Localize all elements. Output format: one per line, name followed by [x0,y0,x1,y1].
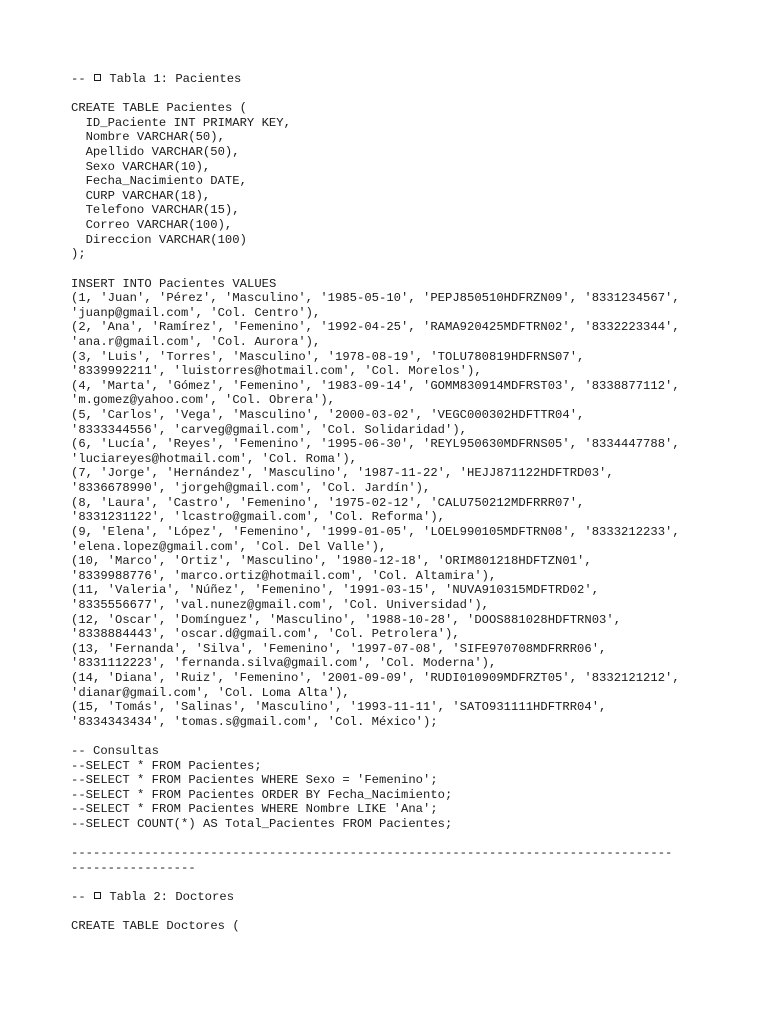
blank-line [71,905,751,920]
code-line: --SELECT COUNT(*) AS Total_Pacientes FROM Pacientes; [71,817,453,832]
table1-heading [71,72,751,87]
code-line: (9, 'Elena', 'López', 'Femenino', '1999-01-05', 'LOEL990105MDFTRN08', '8333212233', [71,524,680,539]
code-line: Apellido VARCHAR(50), [85,145,240,160]
code-line: (4, 'Marta', 'Gómez', 'Femenino', '1983-09-14', 'GOMM830914MDFRST03', '8338877112', [71,378,680,393]
code-line: (1, 'Juan', 'Pérez', 'Masculino', '1985-05-10', 'PEPJ850510HDFRZN09', '8331234567', [71,291,680,306]
blank-line [71,729,751,744]
code-line: Sexo VARCHAR(10), [85,159,211,174]
code-line: '8336678990', 'jorgeh@gmail.com', 'Col. Jardín'), [71,481,431,496]
code-line: (7, 'Jorge', 'Hernández', 'Masculino', '1987-11-22', 'HEJJ871122HDFTRD03', [71,466,614,481]
create-table-doctores: CREATE TABLE Doctores ( [71,919,240,934]
code-line: --SELECT * FROM Pacientes WHERE Nombre LIKE 'Ana'; [71,802,438,817]
code-line: 'dianar@gmail.com', 'Col. Loma Alta'), [71,685,350,700]
table2-heading [71,890,751,905]
code-line: Fecha_Nacimiento DATE, [85,174,247,189]
code-line: (5, 'Carlos', 'Vega', 'Masculino', '2000-03-02', 'VEGC000302HDFTTR04', [71,408,585,423]
code-line: ----------------- [71,860,196,875]
sql-document [71,72,751,934]
code-line: ); [71,247,86,262]
code-line: CURP VARCHAR(18), [85,188,211,203]
code-line: 'elena.lopez@gmail.com', 'Col. Del Valle'), [71,539,387,554]
code-line: 'ana.r@gmail.com', 'Col. Aurora'), [71,334,321,349]
code-line: '8334343434', 'tomas.s@gmail.com', 'Col. México'); [71,714,438,729]
code-line: Nombre VARCHAR(50), [85,130,225,145]
blank-line [71,87,751,102]
create-table-pacientes [71,101,751,262]
code-line: CREATE TABLE Pacientes ( [71,101,248,116]
code-line: '8333344556', 'carveg@gmail.com', 'Col. Solidaridad'), [71,422,468,437]
code-line: (6, 'Lucía', 'Reyes', 'Femenino', '1995-06-30', 'REYL950630MDFRNS05', '8334447788', [71,437,680,452]
code-line: Direccion VARCHAR(100) [85,232,247,247]
code-line: '8339992211', 'luistorres@hotmail.com', 'Col. Morelos'), [71,364,482,379]
code-line: ---------------------------------------------------------------------------------- [71,846,673,861]
heading-text: Tabla 2: Doctores [102,890,235,905]
code-line: '8331112223', 'fernanda.silva@gmail.com', 'Col. Moderna'), [71,656,497,671]
code-line: Correo VARCHAR(100), [85,218,233,233]
comment-prefix: -- [71,890,94,905]
code-line: --SELECT * FROM Pacientes ORDER BY Fecha_Nacimiento; [71,787,453,802]
comment-prefix: -- [71,72,94,86]
code-line: (2, 'Ana', 'Ramírez', 'Femenino', '1992-04-25', 'RAMA920425MDFTRN02', '8332223344', [71,320,680,335]
code-line: INSERT INTO Pacientes VALUES [71,276,277,291]
code-line: (14, 'Diana', 'Ruiz', 'Femenino', '2001-09-09', 'RUDI010909MDFRZT05', '8332121212', [71,670,680,685]
code-line: 'luciareyes@hotmail.com', 'Col. Roma'), [71,451,358,466]
code-line: (8, 'Laura', 'Castro', 'Femenino', '1975-02-12', 'CALU750212MDFRRR07', [71,495,585,510]
code-line: (3, 'Luis', 'Torres', 'Masculino', '1978-08-19', 'TOLU780819HDFRNS07', [71,349,585,364]
code-line: (12, 'Oscar', 'Domínguez', 'Masculino', '1988-10-28', 'DOOS881028HDFTRN03', [71,612,622,627]
code-line: --SELECT * FROM Pacientes WHERE Sexo = 'Femenino'; [71,773,438,788]
square-glyph-icon [94,74,101,81]
blank-line [71,262,751,277]
code-line: ID_Paciente INT PRIMARY KEY, [85,115,291,130]
code-line: (15, 'Tomás', 'Salinas', 'Masculino', '1993-11-11', 'SATO931111HDFTRR04', [71,700,607,715]
consultas-block [71,744,751,832]
code-line: '8331231122', 'lcastro@gmail.com', 'Col. Reforma'), [71,510,446,525]
code-line: (13, 'Fernanda', 'Silva', 'Femenino', '1997-07-08', 'SIFE970708MDFRRR06', [71,641,607,656]
code-line: (10, 'Marco', 'Ortiz', 'Masculino', '1980-12-18', 'ORIM801218HDFTZN01', [71,554,592,569]
code-line: '8335556677', 'val.nunez@gmail.com', 'Col. Universidad'), [71,597,490,612]
blank-line [71,876,751,891]
code-line: (11, 'Valeria', 'Núñez', 'Femenino', '1991-03-15', 'NUVA910315MDFTRD02', [71,583,600,598]
code-line: --SELECT * FROM Pacientes; [71,758,262,773]
insert-into-pacientes [71,277,751,730]
code-line: 'juanp@gmail.com', 'Col. Centro'), [71,305,321,320]
code-line: '8338884443', 'oscar.d@gmail.com', 'Col. Petrolera'), [71,627,460,642]
code-line: '8339988776', 'marco.ortiz@hotmail.com', 'Col. Altamira'), [71,568,497,583]
code-line: 'm.gomez@yahoo.com', 'Col. Obrera'), [71,393,336,408]
blank-line [71,832,751,847]
separator-line [71,846,751,875]
heading-text: Tabla 1: Pacientes [102,72,242,86]
square-glyph-icon [94,892,101,899]
code-line: -- Consultas [71,744,160,759]
code-line: Telefono VARCHAR(15), [85,203,240,218]
